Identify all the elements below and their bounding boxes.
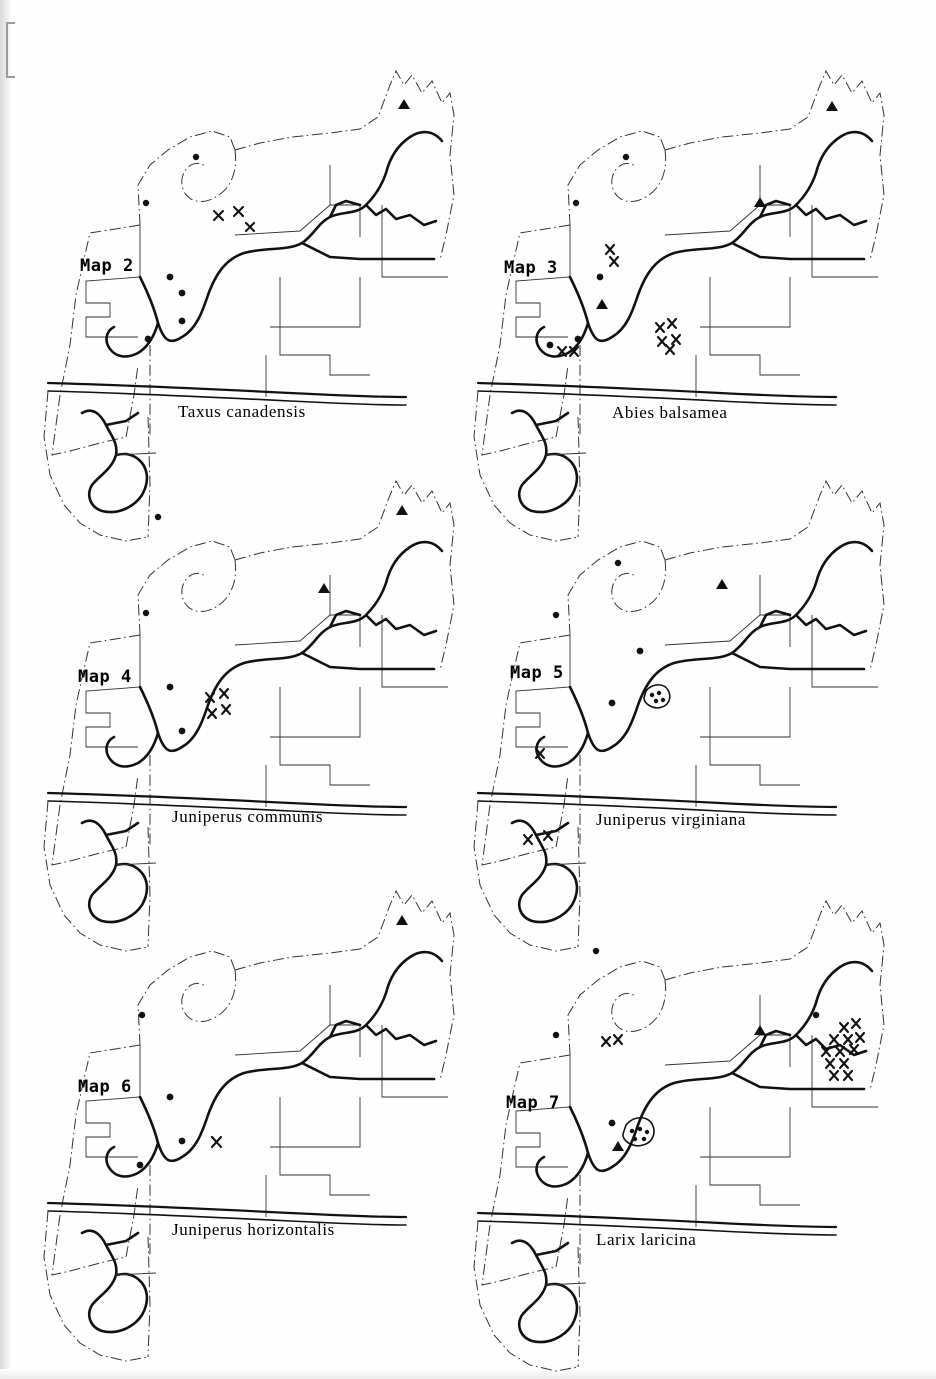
record-x <box>658 337 666 346</box>
scan-edge-artifact <box>0 0 14 1379</box>
map-panel-3 <box>30 455 470 885</box>
record-x <box>614 1035 622 1044</box>
record-x <box>830 1035 838 1044</box>
species-name-label: Juniperus horizontalis <box>172 1220 335 1239</box>
record-x <box>666 345 674 354</box>
record-triangle <box>716 579 728 589</box>
map-number-label: Map 2 <box>80 256 134 276</box>
record-x <box>234 207 243 216</box>
scan-bottom-artifact <box>0 1369 936 1379</box>
record-dot <box>179 318 186 325</box>
record-dot <box>593 948 599 954</box>
record-x <box>668 319 676 328</box>
record-dot <box>143 200 149 206</box>
record-dot <box>179 290 186 297</box>
scan-corner-mark <box>6 22 15 78</box>
shoreline-group <box>474 962 872 1371</box>
map-number-label: Map 6 <box>78 1077 132 1097</box>
record-x <box>212 1137 221 1147</box>
record-dot <box>137 1162 144 1169</box>
record-dot <box>575 336 582 343</box>
record-dot <box>547 342 554 349</box>
record-x <box>850 1045 858 1054</box>
record-triangle <box>612 1141 624 1151</box>
record-dot <box>597 274 604 281</box>
record-dot <box>167 684 174 691</box>
record-dot <box>609 1120 616 1127</box>
record-dot <box>145 336 152 343</box>
record-dot <box>609 700 616 707</box>
occurrence-symbols-group <box>553 948 864 1151</box>
record-dot <box>155 514 161 520</box>
record-x <box>222 705 230 714</box>
record-x <box>856 1033 864 1042</box>
record-triangle <box>318 583 330 593</box>
record-x <box>524 835 532 844</box>
record-x <box>602 1037 610 1046</box>
record-blob <box>644 685 670 708</box>
occurrence-symbols-group <box>547 101 838 356</box>
record-triangle <box>596 299 608 309</box>
record-triangle <box>396 915 408 925</box>
record-dot <box>623 154 629 160</box>
species-name-label: Juniperus virginiana <box>596 810 747 829</box>
record-x <box>220 689 228 698</box>
record-dot <box>553 612 559 618</box>
record-dot <box>179 728 186 735</box>
record-dot <box>167 1094 174 1101</box>
map-panel-5 <box>30 865 470 1295</box>
record-x <box>826 1059 834 1068</box>
record-dot <box>193 154 199 160</box>
map-panel-2 <box>460 45 900 475</box>
record-x <box>246 223 254 231</box>
record-x <box>852 1019 860 1028</box>
map-panel-4 <box>460 455 900 885</box>
record-x <box>656 323 664 332</box>
occurrence-symbols-group <box>143 505 408 734</box>
occurrence-symbols-group <box>137 915 408 1168</box>
record-x <box>830 1071 838 1080</box>
map-number-label: Map 4 <box>78 667 132 687</box>
record-x <box>208 709 216 718</box>
shoreline-group <box>44 952 442 1361</box>
record-x <box>840 1023 848 1032</box>
record-x <box>840 1059 848 1068</box>
record-dot <box>139 1012 145 1018</box>
record-triangle <box>826 101 838 111</box>
record-dot <box>167 274 174 281</box>
record-dot <box>143 610 149 616</box>
species-name-label: Larix laricina <box>596 1230 697 1249</box>
map-panel-1 <box>30 45 470 475</box>
record-x <box>214 211 223 220</box>
record-triangle <box>398 99 410 109</box>
record-dot <box>553 1032 559 1038</box>
species-name-label: Abies balsamea <box>612 403 728 422</box>
record-x <box>836 1047 844 1056</box>
record-triangle <box>754 1025 766 1035</box>
record-triangle <box>396 505 408 515</box>
record-x <box>606 245 614 254</box>
record-x <box>610 257 618 266</box>
record-dot <box>179 1138 186 1145</box>
map-panel-6 <box>460 875 900 1305</box>
record-dot <box>813 1012 819 1018</box>
species-name-label: Juniperus communis <box>172 807 324 826</box>
map-number-label: Map 7 <box>506 1093 560 1113</box>
record-dot <box>573 200 579 206</box>
map-number-label: Map 5 <box>510 663 564 683</box>
record-x <box>844 1071 852 1080</box>
map-number-label: Map 3 <box>504 258 558 278</box>
record-x <box>672 335 680 344</box>
occurrence-symbols-group <box>143 99 410 342</box>
record-x <box>844 1035 852 1044</box>
record-triangle <box>754 197 766 207</box>
species-name-label: Taxus canadensis <box>178 402 306 421</box>
record-dot <box>615 560 621 566</box>
record-dot <box>637 648 644 655</box>
